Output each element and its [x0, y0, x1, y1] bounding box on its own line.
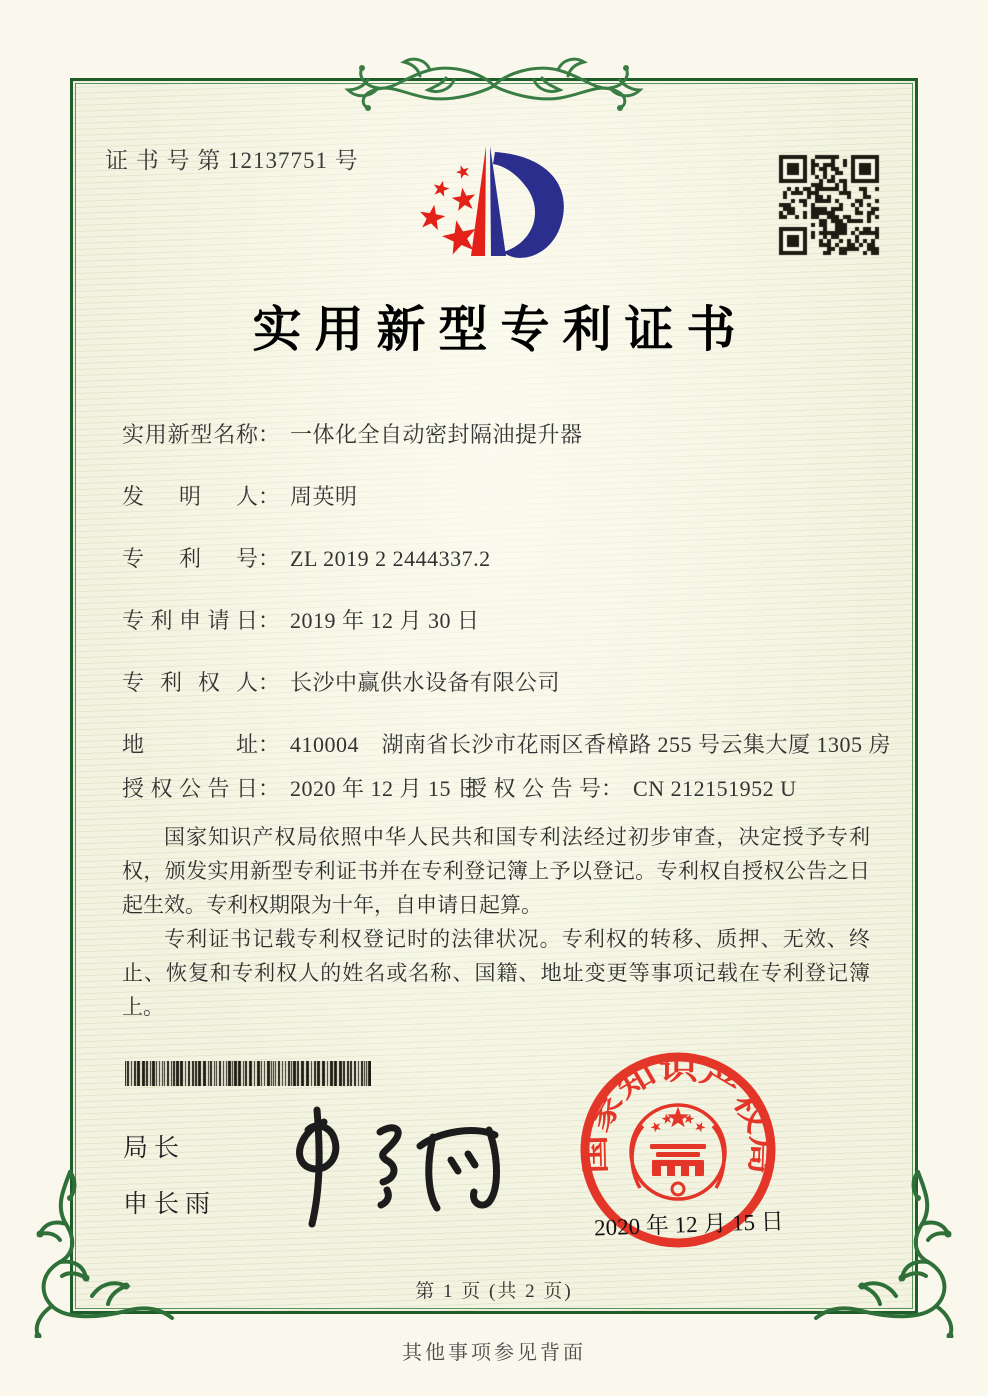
national-emblem-icon [631, 1105, 725, 1199]
field-address [122, 728, 891, 759]
field-inventor [122, 480, 358, 511]
field-colon: ： [258, 670, 281, 695]
field-patentee [122, 666, 560, 697]
field-value: 周英明 [290, 484, 358, 509]
commissioner-title: 局长 [123, 1135, 186, 1162]
field-label: 地址 [122, 732, 258, 757]
commissioner-signature [262, 1102, 514, 1230]
field-colon: ： [258, 776, 281, 801]
field-value: CN 212151952 U [633, 776, 797, 801]
legal-paragraph-grant: 国家知识产权局依照中华人民共和国专利法经过初步审查，决定授予专利权，颁发实用新型专利证书并在专利登记簿上予以登记。专利权自授权公告之日起生效。专利权期限为十年，自申请日起算。 [122, 825, 870, 917]
field-label: 专利权人 [122, 670, 258, 695]
field-value: 一体化全自动密封隔油提升器 [290, 422, 583, 447]
field-label: 发明人 [122, 484, 258, 509]
qr-code [777, 153, 881, 257]
field-value: ZL 2019 2 2444337.2 [290, 546, 491, 571]
page-number: 第 1 页 (共 2 页) [415, 1281, 573, 1302]
field-colon: ： [258, 732, 281, 757]
field-colon: ： [258, 608, 281, 633]
commissioner-name: 申长雨 [123, 1191, 217, 1218]
field-label: 授权公告号 [465, 776, 601, 801]
barcode [125, 1061, 371, 1086]
seal-date: 2020 年 12 月 15 日 [593, 1208, 785, 1241]
certificate-number: 证 书 号 第 12137751 号 [105, 148, 359, 173]
field-filing-date [122, 604, 480, 635]
cnipa-logo-icon [405, 138, 583, 290]
field-colon: ： [601, 776, 624, 801]
field-patent-number [122, 542, 491, 573]
field-value: 2020 年 12 月 15 日 [290, 776, 480, 801]
field-colon: ： [258, 484, 281, 509]
legal-paragraph-register: 专利证书记载专利权登记时的法律状况。专利权的转移、质押、无效、终止、恢复和专利权人的姓名或名称、国籍、地址变更等事项记载在专利登记簿上。 [122, 927, 870, 1019]
field-colon: ： [258, 422, 281, 447]
field-grant-row [122, 772, 797, 803]
field-value: 410004 湖南省长沙市花雨区香樟路 255 号云集大厦 1305 房 [290, 732, 892, 757]
back-side-note: 其他事项参见背面 [402, 1342, 586, 1364]
field-value: 长沙中赢供水设备有限公司 [290, 670, 561, 695]
field-label: 专利申请日 [122, 608, 258, 633]
field-value: 2019 年 12 月 30 日 [290, 608, 480, 633]
field-grant-number [465, 772, 796, 803]
field-colon: ： [258, 546, 281, 571]
certificate-title: 实用新型专利证书 [252, 302, 749, 357]
seal-ring-text: 国家知识产权局 [580, 1055, 776, 1175]
field-grant-date [122, 776, 480, 801]
field-utility-model-name [122, 418, 583, 449]
field-label: 专利号 [122, 546, 258, 571]
field-label: 实用新型名称 [122, 422, 258, 447]
commissioner-block [123, 1128, 216, 1220]
field-label: 授权公告日 [122, 776, 258, 801]
legal-text-block [122, 820, 870, 1024]
